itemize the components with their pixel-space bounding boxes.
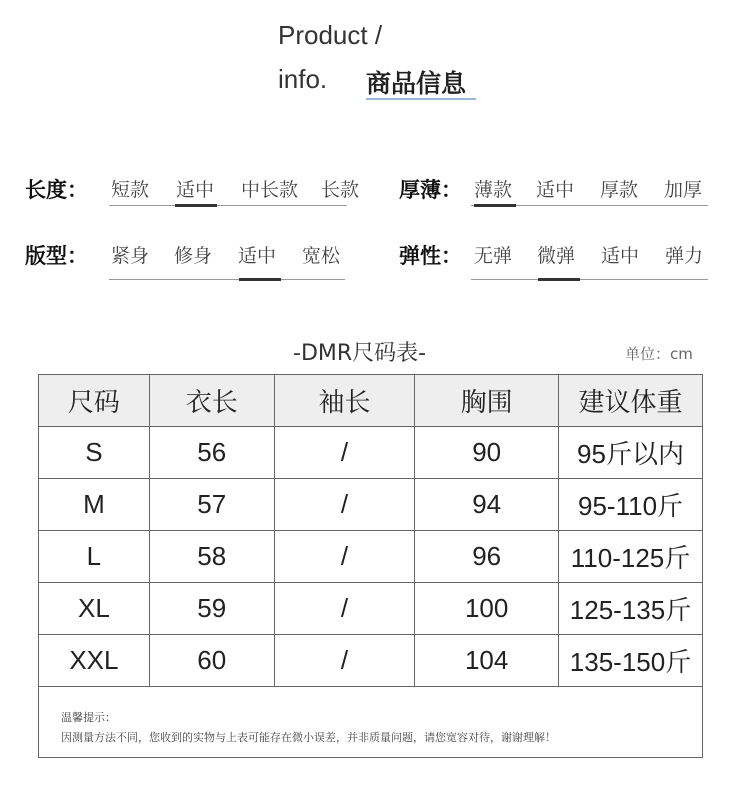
selected-indicator	[175, 204, 217, 207]
cell-chest: 100	[415, 583, 559, 635]
header-chest: 胸围	[415, 375, 559, 427]
title-english-line2	[278, 64, 467, 98]
option-regular: 适中	[238, 245, 277, 267]
option-mid-long: 中长款	[241, 179, 299, 201]
cell-sleeve: /	[274, 635, 415, 687]
notice-text: 因测量方法不同，您收到的实物与上表可能存在微小误差，并非质量问题，请您宽容对待，谢谢理解！	[61, 731, 556, 744]
attribute-baseline	[109, 205, 347, 206]
table-header-row	[39, 375, 703, 427]
title-english-line1: Product /	[278, 20, 383, 50]
cell-weight: 110-125斤	[559, 531, 703, 583]
cell-length: 57	[149, 479, 274, 531]
cell-length: 56	[149, 427, 274, 479]
option-slight-stretch: 微弹	[537, 245, 576, 267]
option-short: 短款	[111, 179, 150, 201]
header-length: 衣长	[149, 375, 274, 427]
option-medium: 适中	[601, 245, 640, 267]
cell-sleeve: /	[274, 427, 415, 479]
table-row	[39, 583, 703, 635]
cell-length: 58	[149, 531, 274, 583]
option-loose: 宽松	[302, 245, 341, 267]
table-row	[39, 635, 703, 687]
table-row	[39, 531, 703, 583]
cell-chest: 96	[415, 531, 559, 583]
cell-sleeve: /	[274, 479, 415, 531]
option-tight: 紧身	[111, 245, 150, 267]
cell-length: 60	[149, 635, 274, 687]
selected-indicator	[239, 278, 281, 281]
cell-size: XXL	[39, 635, 150, 687]
cell-chest: 104	[415, 635, 559, 687]
option-slim: 修身	[174, 245, 213, 267]
selected-indicator	[538, 278, 580, 281]
option-thick: 厚款	[600, 179, 639, 201]
header-size: 尺码	[39, 375, 150, 427]
cell-length: 59	[149, 583, 274, 635]
notice	[61, 708, 556, 748]
notice-title: 温馨提示：	[61, 711, 116, 724]
cell-chest: 90	[415, 427, 559, 479]
cell-size: L	[39, 531, 150, 583]
size-table	[38, 374, 703, 758]
title-chinese: 商品信息	[366, 69, 467, 98]
attribute-elasticity	[399, 240, 729, 280]
cell-weight: 135-150斤	[559, 635, 703, 687]
attribute-baseline	[471, 279, 708, 280]
cell-weight: 95斤以内	[559, 427, 703, 479]
option-extra-thick: 加厚	[664, 179, 703, 201]
cell-size: XL	[39, 583, 150, 635]
attribute-fit	[25, 240, 355, 280]
size-chart-title: -DMR尺码表-	[293, 341, 427, 366]
attribute-label: 版型：	[25, 244, 88, 268]
header-weight: 建议体重	[559, 375, 703, 427]
attribute-thickness	[399, 174, 729, 214]
option-thin: 薄款	[474, 179, 513, 201]
header-sleeve: 袖长	[274, 375, 415, 427]
cell-size: S	[39, 427, 150, 479]
attribute-label: 弹性：	[399, 244, 462, 268]
cell-weight: 95-110斤	[559, 479, 703, 531]
cell-size: M	[39, 479, 150, 531]
option-stretch: 弹力	[665, 245, 704, 267]
attribute-baseline	[109, 279, 345, 280]
page-title	[278, 20, 467, 98]
option-long: 长款	[321, 179, 360, 201]
attribute-label: 厚薄：	[399, 178, 462, 202]
selected-indicator	[474, 204, 516, 207]
cell-chest: 94	[415, 479, 559, 531]
unit-label: 单位：cm	[625, 345, 693, 363]
title-english-info: info.	[278, 64, 328, 94]
cell-sleeve: /	[274, 531, 415, 583]
attribute-length	[25, 174, 360, 214]
title-underline	[366, 98, 476, 100]
cell-weight: 125-135斤	[559, 583, 703, 635]
table-row	[39, 479, 703, 531]
attribute-label: 长度：	[25, 178, 88, 202]
cell-sleeve: /	[274, 583, 415, 635]
table-row	[39, 427, 703, 479]
option-medium: 适中	[176, 179, 215, 201]
option-medium: 适中	[536, 179, 575, 201]
option-no-stretch: 无弹	[474, 245, 513, 267]
